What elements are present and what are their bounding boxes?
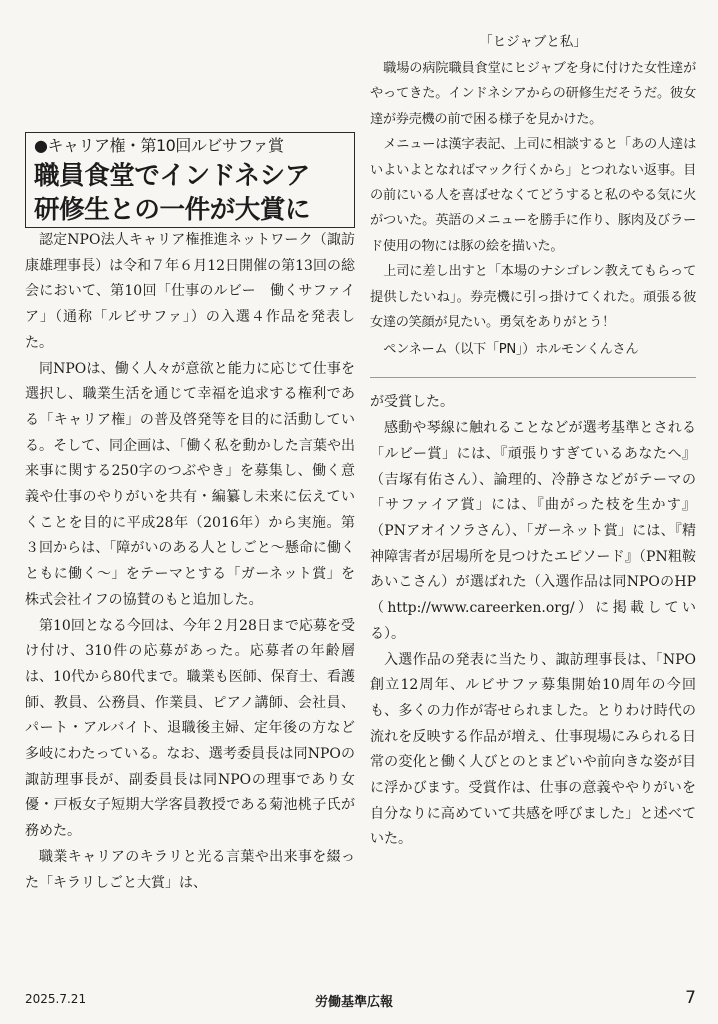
winning-entry (370, 30, 696, 362)
page-footer (0, 990, 718, 1014)
article-kicker: ●キャリア権・第10回ルビサファ賞 (34, 136, 284, 155)
headline-box (25, 132, 355, 228)
body-paragraph: 認定NPO法人キャリア権推進ネットワーク（諏訪康雄理事長）は令和７年６月12日開催の第13回の総会において、第10回「仕事のルビー 働くサファイア」（通称「ルビサファ」）の入選４作品を発表した。 (25, 232, 355, 351)
body-paragraph: が受賞した。 (370, 394, 454, 411)
issue-date: 2025.7.21 (25, 992, 87, 1006)
entry-title: 「ヒジャブと私」 (479, 34, 587, 50)
entry-paragraph: 上司に差し出すと「本場のナシゴレン教えてもらって提供したいね」。券売機に引っ掛けてくれた。頑張る彼女達の笑顔が見たい。勇気をありがとう！ (370, 264, 696, 331)
entry-divider (370, 377, 696, 378)
page-number: 7 (685, 988, 696, 1008)
entry-paragraph: 職場の病院職員食堂にヒジャブを身に付けた女性達がやってきた。インドネシアからの研修生だそうだ。彼女達が券売機の前で困る様子を見かけた。 (370, 61, 696, 127)
publication-name: 労働基準広報 (315, 995, 394, 1010)
entry-paragraph: メニューは漢字表記、上司に相談すると「あの人達はいよいよとなればマック行くから」とつれない返事。目の前にいる人を喜ばせなくてどうすると私のやる気に火がついた。英語のメニューを勝手に作り、豚肉及びラード使用の物には豚の絵を描いた。 (370, 137, 696, 254)
headline-line-1: 職員食堂でインドネシア (34, 161, 310, 191)
entry-penname: ペンネーム（以下「PN」）ホルモンくんさん (383, 342, 639, 358)
right-column (370, 30, 696, 853)
body-paragraph: 入選作品の発表に当たり、諏訪理事長は、「NPO創立12周年、ルビサファ募集開始10周年の今回も、多くの力作が寄せられました。とりわけ時代の流れを反映する作品が増え、仕事現場にみられる日常の変化と働く人びとのとまどいや前向きな姿が目に浮かびます。受賞作は、仕事の意義ややりがいを自分なりに高めていて共感を呼びました」と述べていた。 (370, 651, 696, 848)
body-paragraph: 職業キャリアのキラリと光る言葉や出来事を綴った「キラリしごと大賞」は、 (25, 848, 355, 891)
headline-line-2: 研修生との一件が大賞に (34, 195, 311, 225)
body-paragraph: 第10回となる今回は、今年２月28日まで応募を受け付け、310件の応募があった。応募者の年齢層は、10代から80代まで。職業も医師、保育士、看護師、教員、公務員、作業員、ピアノ講師、会社員、パート・アルバイト、退職後主婦、定年後の方など多岐にわたっている。なお、選考委員長は同NPOの諏訪理事長が、副委員長は同NPOの理事であり女優・戸板女子短期大学客員教授である菊池桃子氏が務めた。 (25, 617, 355, 840)
body-paragraph: 感動や琴線に触れることなどが選考基準とされる「ルビー賞」には、『頑張りすぎているあなたへ』（吉塚有佑さん）、論理的、冷静さなどがテーマの「サファイア賞」には、『曲がった枝を生かす』（PNアオイソラさん）、「ガーネット賞」には、『精神障害者が居場所を見つけたエピソード』（PN粗鞍あいこさん）が選ばれた（入選作品は同NPOのHP（http://www.careerken.org/）に掲載している）。 (370, 420, 696, 642)
body-paragraph: 同NPOは、働く人々が意欲と能力に応じて仕事を選択し、職業生活を通じて幸福を追求する権利である「キャリア権」の普及啓発等を目的に活動している。そして、同企画は、「働く私を動かした言葉や出来事に関する250字のつぶやき」を募集し、働く意義や仕事のやりがいを共有・編纂し未来に伝えていくことを目的に平成28年（2016年）から実施。第３回からは、「障がいのある人としごと～懸命に働く ともに働く～」をテーマとする「ガーネット賞」を株式会社イフの協賛のもと追加した。 (25, 360, 369, 608)
left-column (25, 132, 369, 896)
